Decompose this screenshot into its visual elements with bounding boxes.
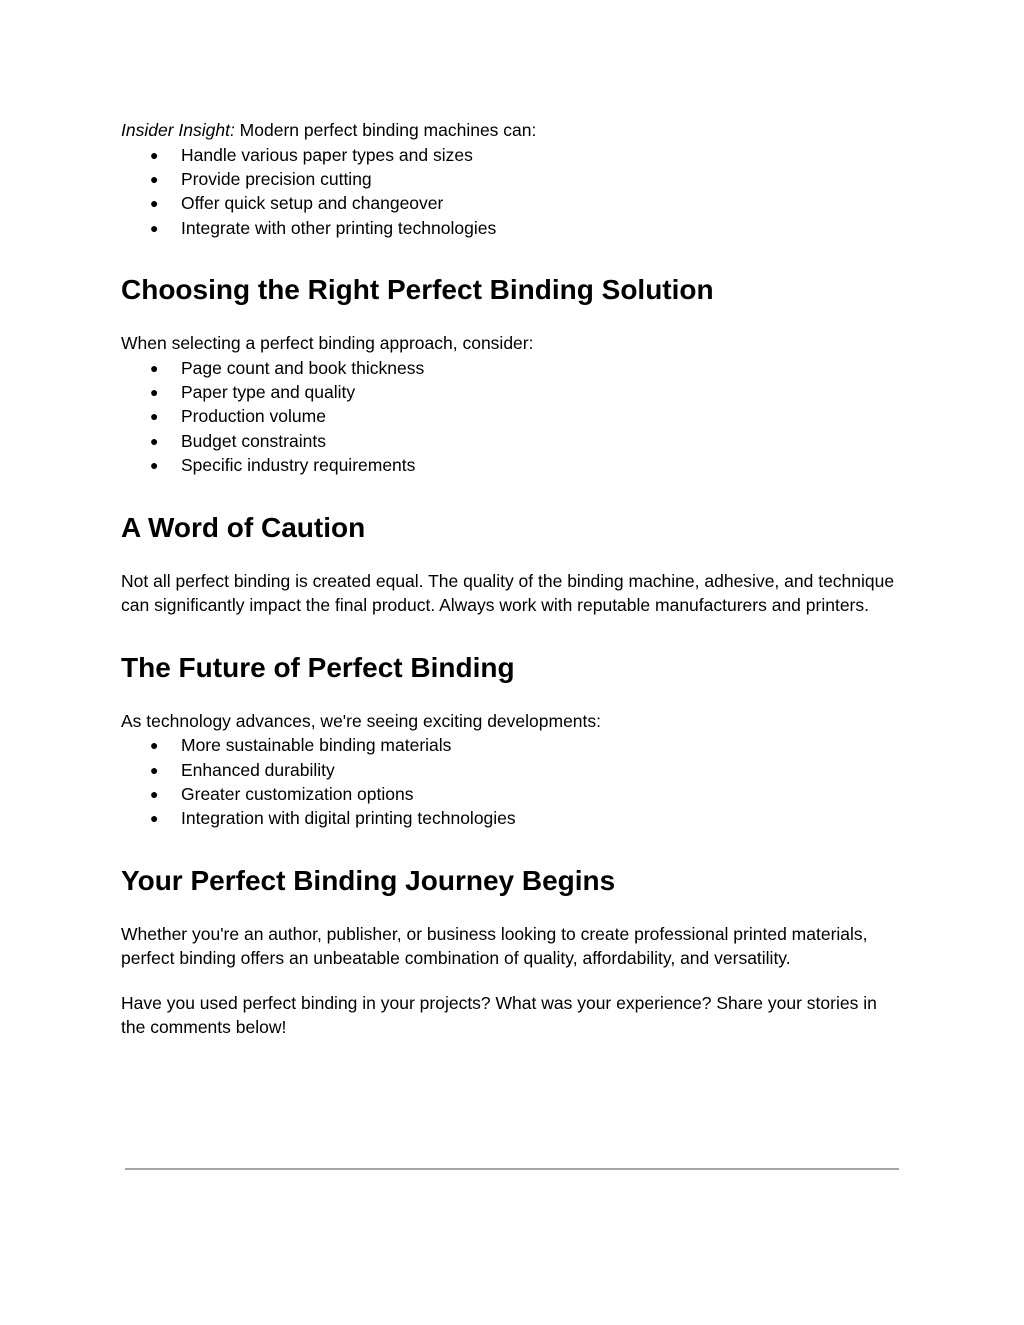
insider-insight-text: Modern perfect binding machines can: xyxy=(234,120,537,140)
list-item-text: More sustainable binding materials xyxy=(181,735,452,756)
bullet-icon: ● xyxy=(150,219,159,236)
list-item xyxy=(121,806,901,830)
list-item-text: Page count and book thickness xyxy=(181,357,425,378)
list-item xyxy=(121,758,901,782)
comments-prompt-paragraph: Have you used perfect binding in your projects? What was your experience? Share your stories in the comments below! xyxy=(121,992,877,1038)
list-item xyxy=(121,356,901,380)
choosing-paragraph: When selecting a perfect binding approach, consider: xyxy=(121,333,534,354)
future-paragraph: As technology advances, we're seeing exciting developments: xyxy=(121,710,602,731)
list-item xyxy=(121,782,901,806)
heading-journey-begins: Your Perfect Binding Journey Begins xyxy=(121,864,616,896)
heading-word-of-caution: A Word of Caution xyxy=(121,511,366,543)
list-item xyxy=(121,216,901,240)
bullet-icon: ● xyxy=(150,432,159,449)
list-item xyxy=(121,191,901,215)
list-item xyxy=(121,167,901,191)
list-item xyxy=(121,733,901,757)
bullet-icon: ● xyxy=(150,810,159,827)
list-item-text: Integrate with other printing technologies xyxy=(181,217,497,238)
list-item-text: Handle various paper types and sizes xyxy=(181,144,473,165)
bullet-icon: ● xyxy=(150,408,159,425)
bullet-icon: ● xyxy=(150,457,159,474)
bullet-icon: ● xyxy=(150,359,159,376)
bullet-icon: ● xyxy=(150,785,159,802)
heading-choosing-solution: Choosing the Right Perfect Binding Solution xyxy=(121,274,714,306)
list-item xyxy=(121,404,901,428)
list-item xyxy=(121,380,901,404)
journey-paragraph: Whether you're an author, publisher, or business looking to create professional printed materials, perfect binding offers an unbeatable combination of quality, affordability, and versatility. xyxy=(121,923,868,969)
list-item xyxy=(121,429,901,453)
bullet-icon: ● xyxy=(150,761,159,778)
developments-list xyxy=(121,733,901,831)
caution-paragraph: Not all perfect binding is created equal. The quality of the binding machine, adhesive, and technique can significantly impact the final product. Always work with reputable manufacturers and printers. xyxy=(121,570,895,616)
insider-insight-label: Insider Insight: xyxy=(121,120,235,140)
list-item-text: Greater customization options xyxy=(181,783,414,804)
list-item-text: Production volume xyxy=(181,406,326,427)
bullet-icon: ● xyxy=(150,195,159,212)
machine-capabilities-list xyxy=(121,143,901,241)
list-item xyxy=(121,143,901,167)
bullet-icon: ● xyxy=(150,170,159,187)
horizontal-divider xyxy=(125,1168,899,1170)
list-item-text: Paper type and quality xyxy=(181,382,356,403)
list-item-text: Enhanced durability xyxy=(181,759,335,780)
bullet-icon: ● xyxy=(150,737,159,754)
bullet-icon: ● xyxy=(150,384,159,401)
bullet-icon: ● xyxy=(150,146,159,163)
list-item-text: Provide precision cutting xyxy=(181,168,372,189)
list-item-text: Integration with digital printing technologies xyxy=(181,808,516,829)
considerations-list xyxy=(121,356,901,478)
list-item-text: Specific industry requirements xyxy=(181,455,416,476)
list-item-text: Offer quick setup and changeover xyxy=(181,193,444,214)
heading-future-of-binding: The Future of Perfect Binding xyxy=(121,651,515,683)
document-page xyxy=(121,118,901,1040)
list-item xyxy=(121,453,901,477)
list-item-text: Budget constraints xyxy=(181,430,326,451)
insider-insight-paragraph xyxy=(121,118,901,143)
